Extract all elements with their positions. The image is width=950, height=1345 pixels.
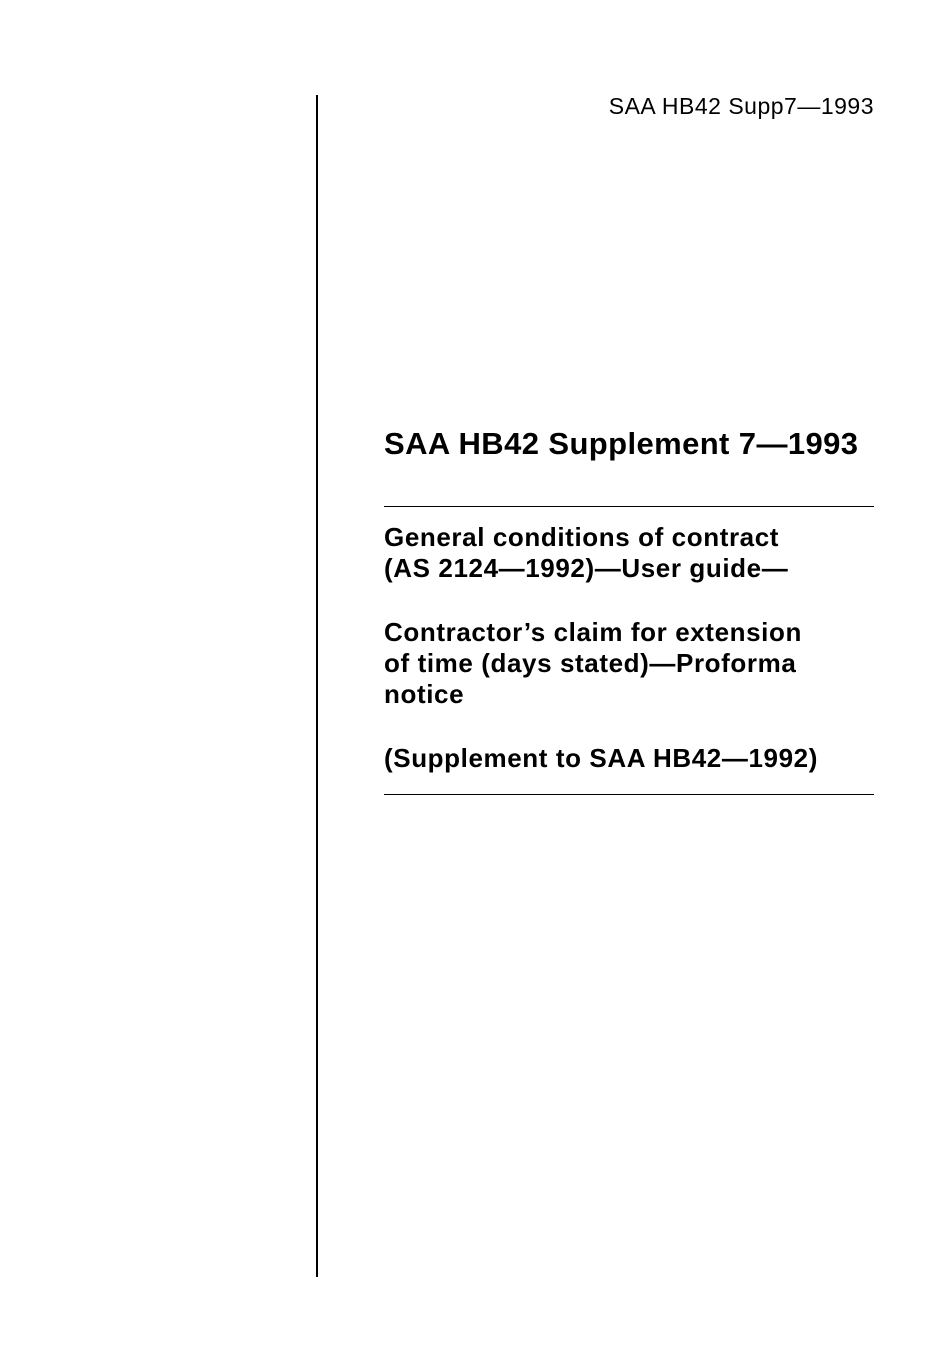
- supplement-note: (Supplement to SAA HB42—1992): [384, 743, 818, 773]
- notice-line: of time (days stated)—Proforma: [384, 648, 797, 678]
- title-divider: [384, 506, 874, 507]
- subtitle-line: General conditions of contract: [384, 522, 780, 552]
- bottom-divider: [384, 794, 874, 795]
- vertical-margin-rule: [316, 95, 318, 1277]
- notice-line: Contractor’s claim for extension: [384, 617, 802, 647]
- header-document-code: SAA HB42 Supp7—1993: [608, 93, 874, 119]
- subtitle-block: [384, 522, 874, 774]
- document-title: SAA HB42 Supplement 7—1993: [384, 426, 859, 461]
- subtitle-line: (AS 2124—1992)—User guide—: [384, 553, 789, 583]
- cover-content: [384, 424, 874, 795]
- notice-line: notice: [384, 679, 465, 709]
